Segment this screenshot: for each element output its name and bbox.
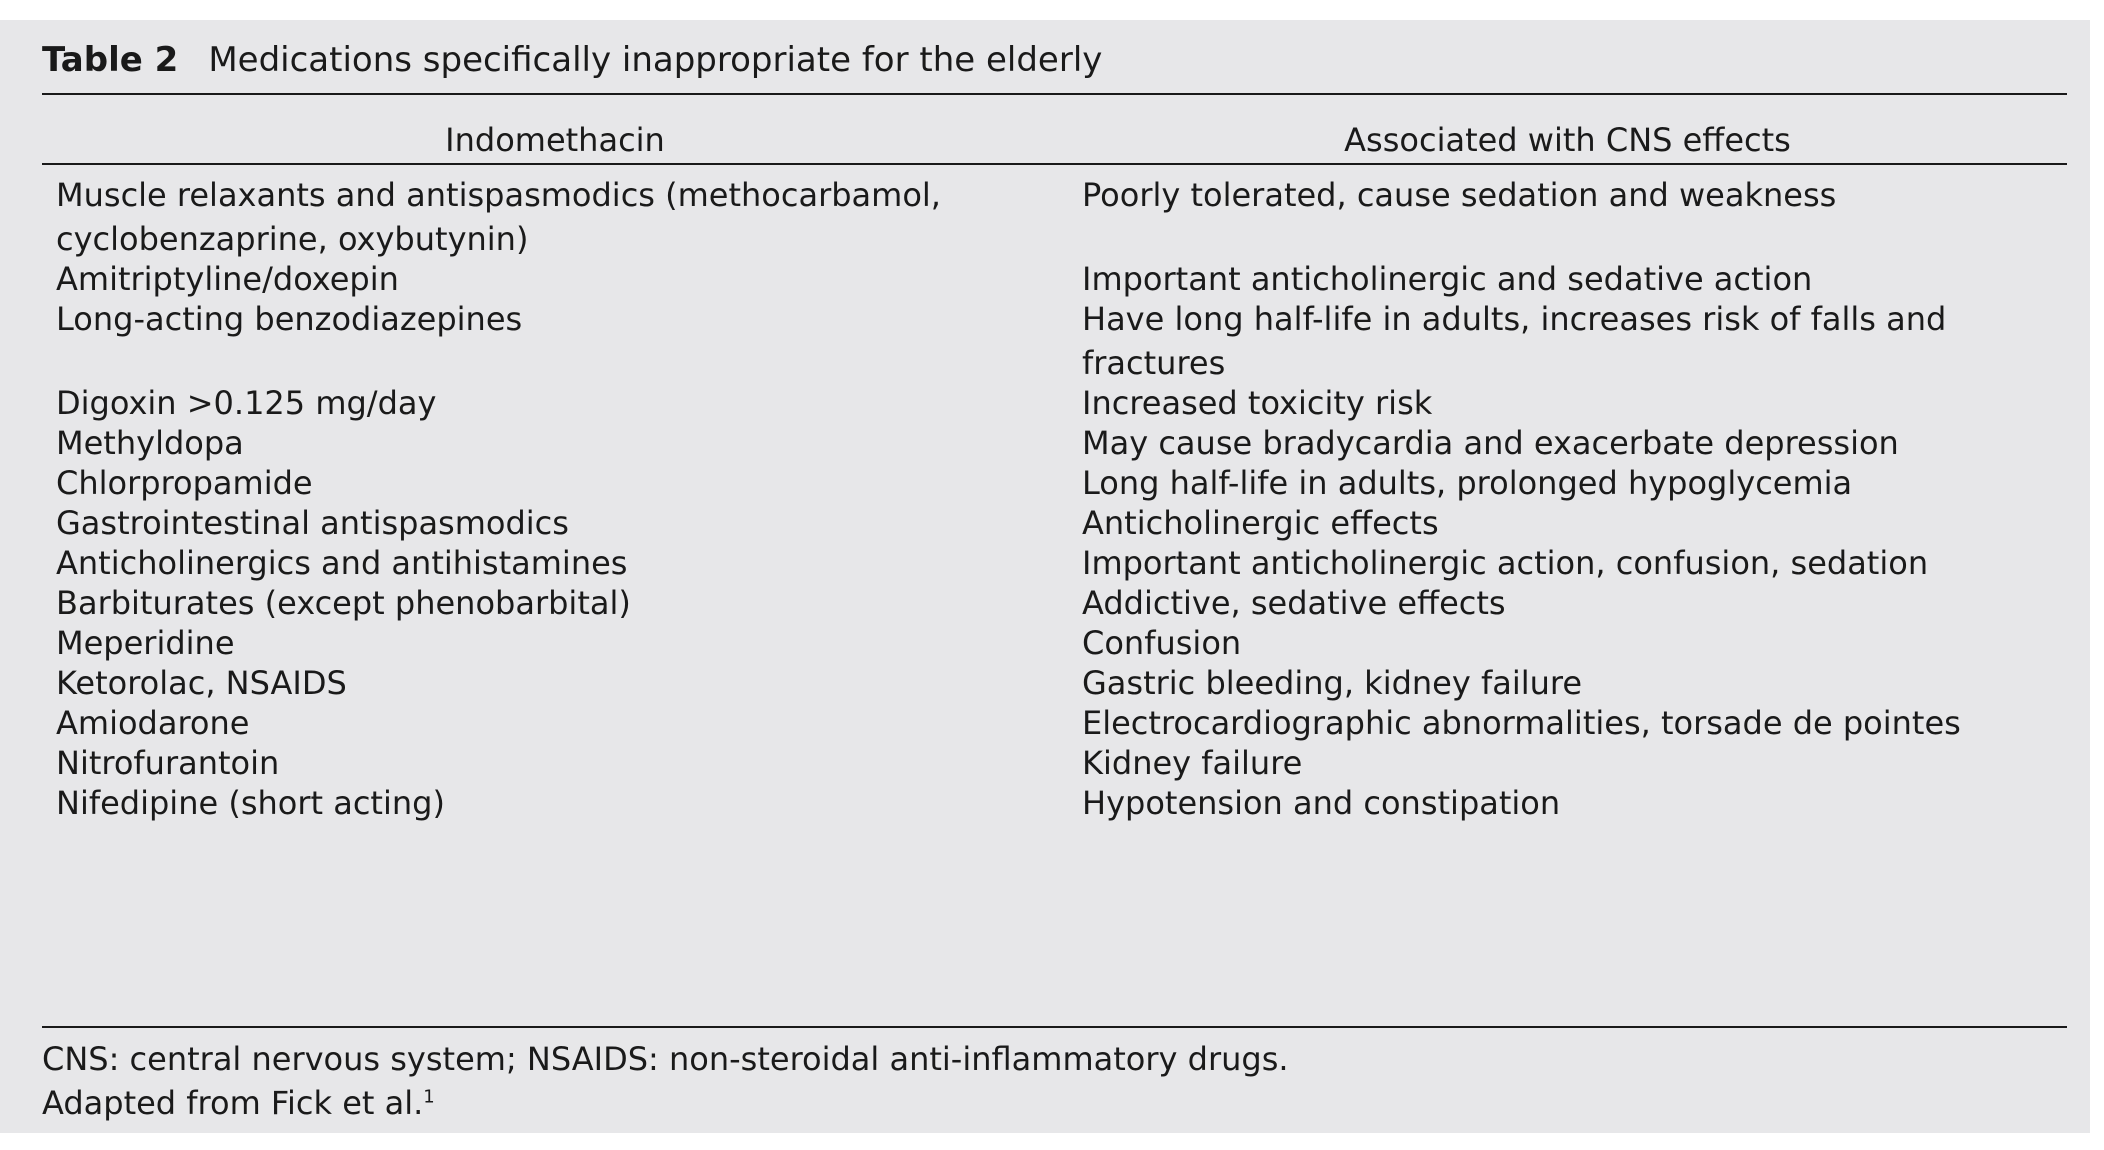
reason-cell: Kidney failure [1082,744,1303,782]
medication-cell: Amitriptyline/doxepin [56,260,399,298]
footnote-reference: 1 [423,1086,435,1108]
table-row [56,541,2067,585]
table-row [56,661,2067,705]
table-row [56,781,2067,825]
medication-cell: Barbiturates (except phenobarbital) [56,584,631,622]
table-row [56,173,2067,261]
reason-cell: May cause bradycardia and exacerbate depression [1082,424,1899,462]
medication-cell: Ketorolac, NSAIDS [56,664,347,702]
header-rule [42,163,2067,165]
table-row [56,501,2067,545]
table-row [56,741,2067,785]
reason-cell: Confusion [1082,624,1242,662]
medication-cell: Chlorpropamide [56,464,313,502]
medication-cell: Methyldopa [56,424,244,462]
table-row [56,701,2067,745]
reason-cell: Long half-life in adults, prolonged hypoglycemia [1082,464,1853,502]
table-header [42,118,2067,162]
reason-cell: Increased toxicity risk [1082,384,1433,422]
medication-cell: Gastrointestinal antispasmodics [56,504,569,542]
table-body [56,173,2067,825]
top-rule [42,93,2067,95]
table-footnotes [42,1037,1289,1125]
footnote-source [42,1081,1289,1125]
table-row [56,257,2067,301]
medication-cell: Long-acting benzodiazepines [56,300,523,338]
reason-cell: Poorly tolerated, cause sedation and weakness [1082,176,1837,214]
column-header-reason: Associated with CNS effects [1344,121,1791,159]
reason-cell: Addictive, sedative effects [1082,584,1506,622]
reason-cell: Anticholinergic effects [1082,504,1439,542]
table-row [56,621,2067,665]
reason-cell: Important anticholinergic action, confusion, sedation [1082,544,1929,582]
medication-cell: Digoxin >0.125 mg/day [56,384,437,422]
footnote-abbreviations: CNS: central nervous system; NSAIDS: non-steroidal anti-inflammatory drugs. [42,1040,1289,1078]
medication-cell: Meperidine [56,624,235,662]
table-label: Table 2 [42,40,179,80]
table-row [56,461,2067,505]
reason-cell: Have long half-life in adults, increases risk of falls and fractures [1082,300,1947,382]
table-row [56,297,2067,385]
bottom-rule [42,1026,2067,1028]
footnote-source-text: Adapted from Fick et al. [42,1084,424,1122]
medication-cell: Amiodarone [56,704,250,742]
medication-cell: Anticholinergics and antihistamines [56,544,628,582]
table-row [56,421,2067,465]
reason-cell: Important anticholinergic and sedative action [1082,260,1813,298]
medication-cell: Nitrofurantoin [56,744,280,782]
table-caption [42,38,1102,82]
reason-cell: Hypotension and constipation [1082,784,1561,822]
column-header-medication: Indomethacin [445,121,665,159]
reason-cell: Gastric bleeding, kidney failure [1082,664,1583,702]
table-row [56,381,2067,425]
medication-cell: Nifedipine (short acting) [56,784,445,822]
table-row [56,581,2067,625]
table-title: Medications specifically inappropriate for the elderly [208,40,1103,80]
reason-cell: Electrocardiographic abnormalities, torsade de pointes [1082,704,1961,742]
medication-cell: Muscle relaxants and antispasmodics (methocarbamol, cyclobenzaprine, oxybutynin) [56,176,941,258]
